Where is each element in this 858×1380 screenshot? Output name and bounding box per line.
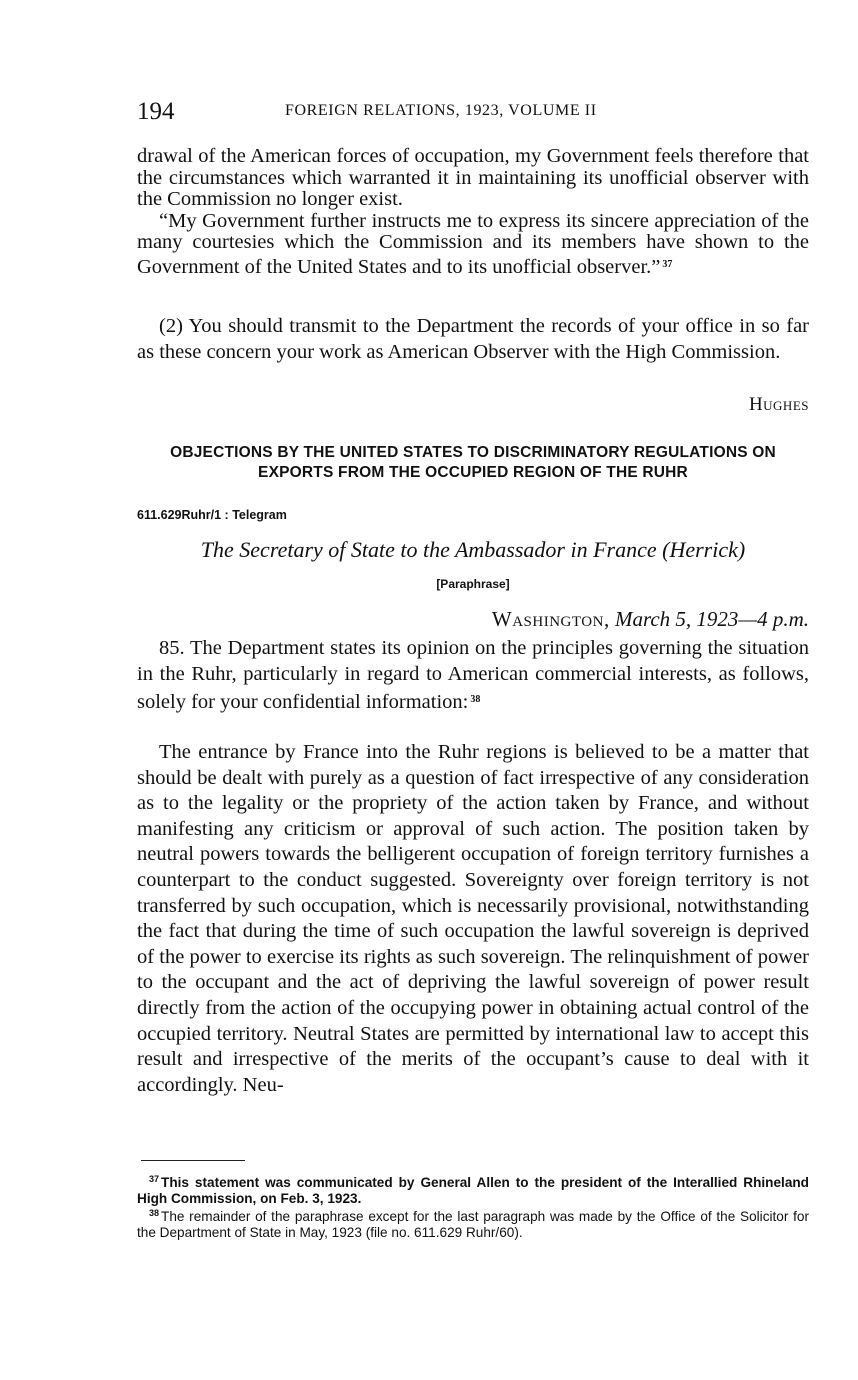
section-heading: OBJECTIONS BY THE UNITED STATES TO DISCRIMINATORY REGULATIONS ON EXPORTS FROM THE OCCUPIED REGION OF THE RUHR [170,444,776,481]
footnote-number: 38 [149,1208,160,1219]
footnote-rule [141,1160,245,1161]
dateline [492,607,809,632]
dateline-place: Washington, [491,607,610,631]
quoted-paragraph-text: “My Government further instructs me to express its sincere appreciation of the many courtesies which the Commission and its members have shown to the Government of the United States and to its unofficial observer.” [137,209,809,278]
telegram-paragraph-2: The entrance by France into the Ruhr regions is believed to be a matter that should be dealt with purely as a question of fact irrespective of any consideration as to the legality or the propriety of the action taken by France, and without manifesting any criticism or approval of such action. The position taken by neutral powers towards the belligerent occupation of foreign territory furnishes a counterpart to the conduct suggested. Sovereignty over foreign territory is not transferred by such occupation, which is necessarily provisional, notwithstanding the fact that during the time of such occupation the lawful sovereign is deprived of the power to exercise its rights as such sovereign. The relinquishment of power to the occupant and the act of depriving the lawful sovereign of power result directly from the action of the occupying power in obtaining actual control of the occupied territory. Neutral States are permitted by international law to accept this result and irrespective of the merits of the occupant’s cause to deal with it accordingly. Neu- [137,741,809,1096]
signature: Hughes [748,394,809,415]
page-number: 194 [137,98,175,125]
footnote-text: This statement was communicated by General Allen to the president of the Interallied Rhineland High Commission, on Feb. 3, 1923. [137,1175,809,1206]
continued-quotation [137,146,809,278]
page-header [137,96,809,132]
document-title: The Secretary of State to the Ambassador in France (Herrick) [200,537,746,562]
telegram-paragraph-1 [137,636,809,716]
running-head: FOREIGN RELATIONS, 1923, VOLUME II [285,102,597,119]
telegram-paragraph-1-text: 85. The Department states its opinion on the principles governing the situation in the Ruhr, particularly in regard to American commercial interests, as follows, solely for your confidential information: [137,637,809,713]
dateline-date: March 5, 1923—4 p.m. [614,607,809,631]
quoted-paragraph [137,211,809,279]
footnote-38 [137,1206,809,1240]
footnote-text: The remainder of the paraphrase except for the last paragraph was made by the Office of the Solicitor for the Department of State in May, 1923 (file no. 611.629 Ruhr/60). [137,1209,809,1241]
paraphrase-label: [Paraphrase] [436,577,510,591]
footnotes [137,1172,809,1241]
continued-paragraph: drawal of the American forces of occupation, my Government feels therefore that the circumstances which warranted it in maintaining its unofficial observer with the Commission no longer exist. [137,145,809,210]
footnote-37 [137,1172,809,1206]
footnote-number: 37 [149,1174,160,1184]
instruction-paragraph: (2) You should transmit to the Department the records of your office in so far as these concern your work as American Observer with the High Commission. [137,315,809,363]
footnote-ref-38: 38 [470,694,481,705]
footnote-ref-37: 37 [662,258,673,270]
file-reference: 611.629Ruhr/1 : Telegram [137,508,287,522]
